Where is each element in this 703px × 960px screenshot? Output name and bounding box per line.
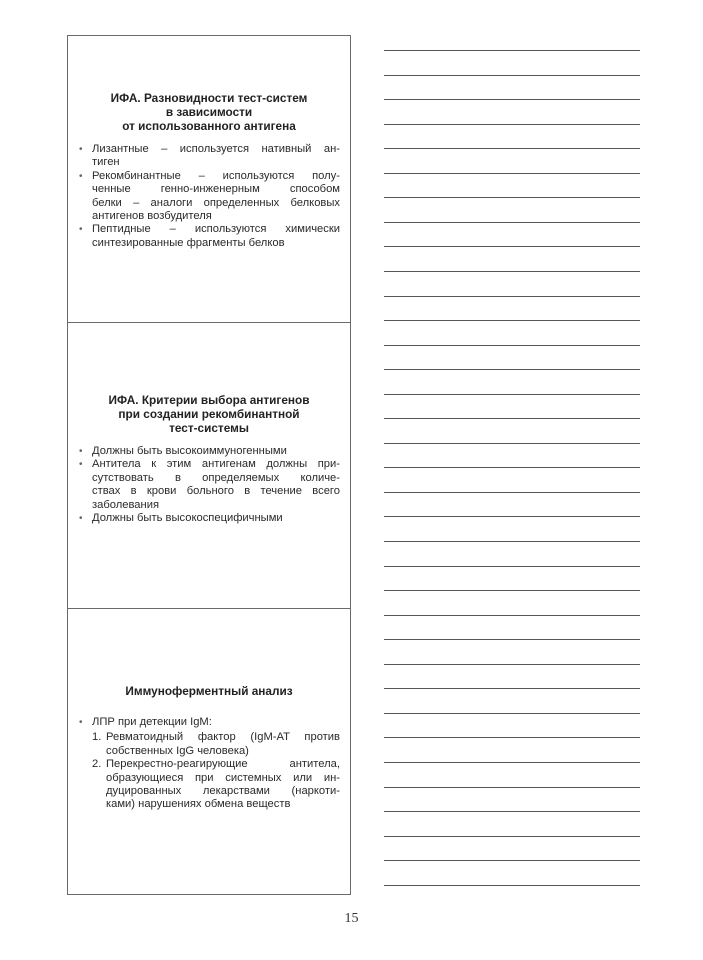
note-line [384,713,640,714]
slide-1-title-line: от использованного антигена [122,119,296,133]
line: • Антитела к этим антигенам должны при- [92,458,340,471]
note-line [384,99,640,100]
line: ченные генно-инженерным способом [92,183,340,196]
numbered-list [92,731,340,811]
note-line [384,148,640,149]
slide-2-bullets [78,445,340,525]
slide-3-title [78,684,340,698]
note-line [384,443,640,444]
note-line [384,222,640,223]
slide-1-bullets [78,143,340,250]
note-line [384,811,640,812]
slide-1 [68,36,350,322]
line: белки – аналоги определенных белковых [92,196,340,209]
slide-2-title-line: при создании рекомбинантной [118,407,300,421]
item-number: 2. [92,758,102,771]
numbered-item [92,758,340,812]
slide-1-title-line: ИФА. Разновидности тест-систем [110,91,308,105]
slide-3 [68,608,350,894]
line: дуцированных лекарствами (наркоти- [106,785,340,798]
note-line [384,787,640,788]
note-line [384,173,640,174]
line: • Должны быть высокоспецифичными [92,512,283,525]
note-line [384,197,640,198]
note-line [384,296,640,297]
slide-2-title-line: тест-системы [169,421,249,435]
slide-1-title-line: в зависимости [165,105,253,119]
line: • Лизантные – используется нативный ан- [92,143,340,155]
notes-lines-area [384,0,640,900]
line: • Должны быть высокоиммуногенными [92,445,287,457]
note-line [384,762,640,763]
note-line [384,836,640,837]
line: заболевания [92,498,160,511]
note-line [384,246,640,247]
list-item [78,445,340,458]
slide-2-title-line: ИФА. Критерии выбора антигенов [108,393,310,407]
note-line [384,492,640,493]
note-line [384,345,640,346]
note-line [384,394,640,395]
note-line [384,860,640,861]
page-number: 15 [344,911,359,926]
note-line [384,75,640,76]
list-item [78,143,340,170]
line: собственных IgG человека) [106,744,249,757]
note-line [384,737,640,738]
note-line [384,541,640,542]
line: • Пептидные – используются химически [92,223,340,236]
note-line [384,369,640,370]
note-line [384,467,640,468]
list-item [78,170,340,224]
note-line [384,418,640,419]
list-item [78,458,340,512]
line: сутствовать в определяемых количе- [92,471,340,484]
slide-3-bullets [78,716,340,812]
list-item [78,512,340,525]
note-line [384,885,640,886]
line: ствах в крови больного в течение всего [92,485,340,498]
note-line [384,516,640,517]
line: Ревматоидный фактор (IgM-AT против [106,731,340,744]
list-item [78,223,340,250]
note-line [384,615,640,616]
note-line [384,688,640,689]
note-line [384,590,640,591]
note-line [384,566,640,567]
numbered-item [92,731,340,758]
note-line [384,50,640,51]
slide-2 [68,322,350,608]
note-line [384,124,640,125]
slide-1-title [78,91,340,133]
line: синтезированные фрагменты белков [92,236,285,249]
line: • Рекомбинантные – используются полу- [92,169,340,182]
line: образующиеся при системных или ин- [106,771,340,784]
line: тиген [92,156,120,169]
line: антигенов возбудителя [92,210,212,223]
slides-frame [67,35,351,895]
note-line [384,320,640,321]
line: ками) нарушениях обмена веществ [106,798,291,811]
note-line [384,271,640,272]
list-item [78,716,340,812]
line: Перекрестно-реагирующие антитела, [106,758,340,771]
note-line [384,639,640,640]
line: • ЛПР при детекции IgM: [92,716,212,728]
slide-3-title-line: Иммуноферментный анализ [125,684,293,698]
note-line [384,664,640,665]
item-number: 1. [92,731,102,744]
slide-2-title [78,393,340,435]
